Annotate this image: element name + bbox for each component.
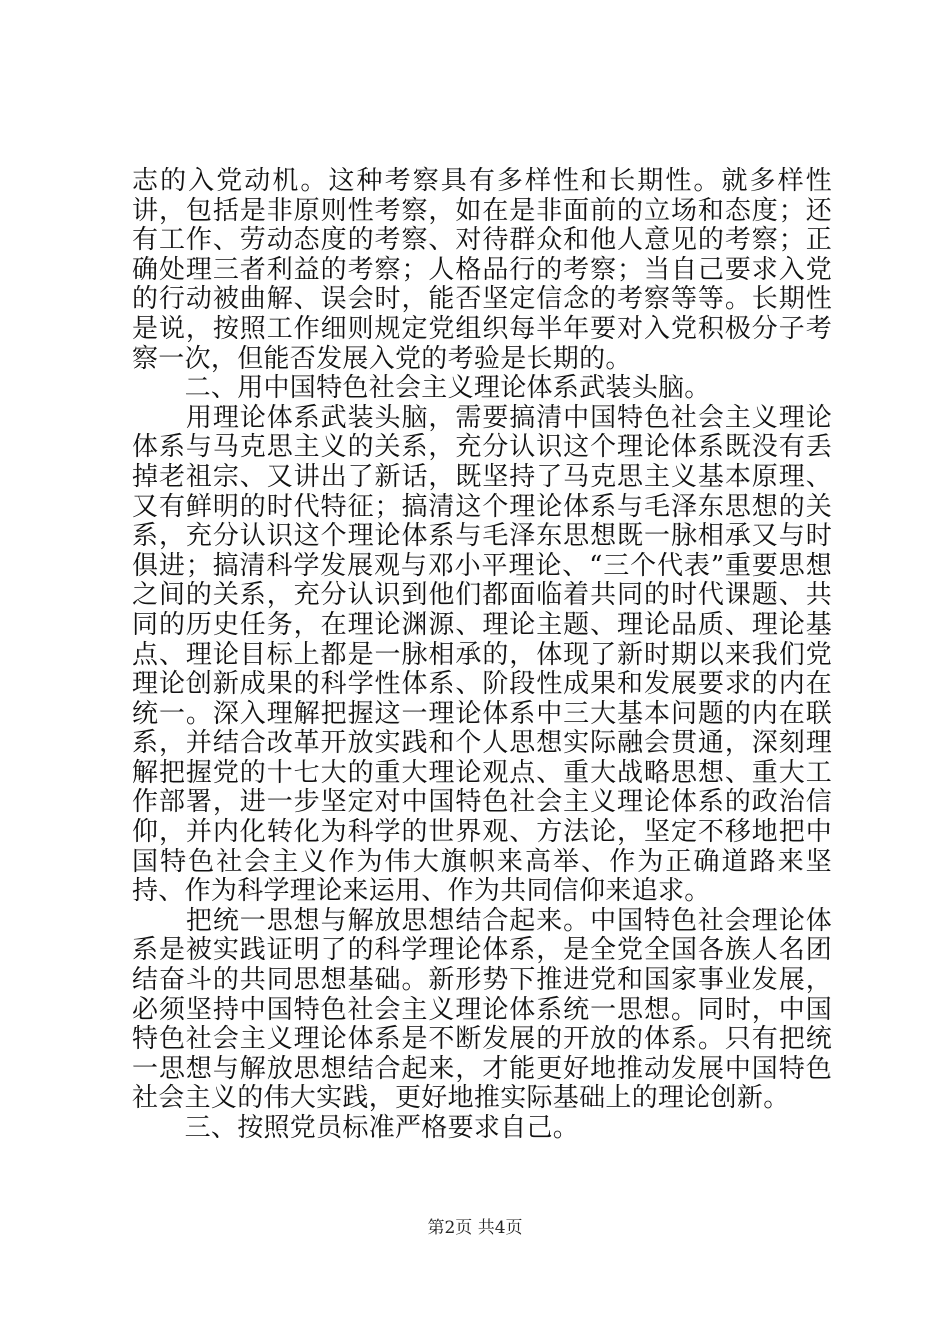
paragraph-party-motive-assessment: 志的入党动机。这种考察具有多样性和长期性。就多样性讲，包括是非原则性考察，如在是非面前的立场和态度；还有工作、劳动态度的考察、对待群众和他人意见的考察；正确处理三者利益的考察；人格品行的考察；当自己要求入党的行动被曲解、误会时，能否坚定信念的考察等等。长期性是说，按照工作细则规定党组织每半年要对入党积极分子考察一次，但能否发展入党的考验是长期的。: [132, 166, 832, 374]
document-body: [132, 167, 832, 1144]
paragraph-theory-system: 用理论体系武装头脑，需要搞清中国特色社会主义理论体系与马克思主义的关系，充分认识这个理论体系既没有丢掉老祖宗、又讲出了新话，既坚持了马克思主义基本原理、又有鲜明的时代特征；搞清这个理论体系与毛泽东思想的关系，充分认识这个理论体系与毛泽东思想既一脉相承又与时俱进；搞清科学发展观与邓小平理论、“三个代表”重要思想之间的关系，充分认识到他们都面临着共同的时代课题、共同的历史任务，在理论渊源、理论主题、理论品质、理论基点、理论目标上都是一脉相承的，体现了新时期以来我们党理论创新成果的科学性体系、阶段性成果和发展要求的内在统一。深入理解把握这一理论体系中三大基本问题的内在联系，并结合改革开放实践和个人思想实际融会贯通，深刻理解把握党的十七大的重大理论观点、重大战略思想、重大工作部署，进一步坚定对中国特色社会主义理论体系的政治信仰，并内化转化为科学的世界观、方法论，坚定不移地把中国特色社会主义作为伟大旗帜来高举、作为正确道路来坚持、作为科学理论来运用、作为共同信仰来追求。: [132, 402, 832, 907]
section-heading-three: 三、按照党员标准严格要求自己。: [132, 1113, 580, 1143]
paragraph-unify-liberate-thought: 把统一思想与解放思想结合起来。中国特色社会理论体系是被实践证明了的科学理论体系，是全党全国各族人名团结奋斗的共同思想基础。新形势下推进党和国家事业发展，必须坚持中国特色社会主义理论体系统一思想。同时，中国特色社会主义理论体系是不断发展的开放的体系。只有把统一思想与解放思想结合起来，才能更好地推动发展中国特色社会主义的伟大实践，更好地推实际基础上的理论创新。: [132, 905, 832, 1114]
page-number-footer: 第2页 共4页: [427, 1218, 523, 1238]
section-heading-two: 二、用中国特色社会主义理论体系武装头脑。: [132, 373, 711, 404]
